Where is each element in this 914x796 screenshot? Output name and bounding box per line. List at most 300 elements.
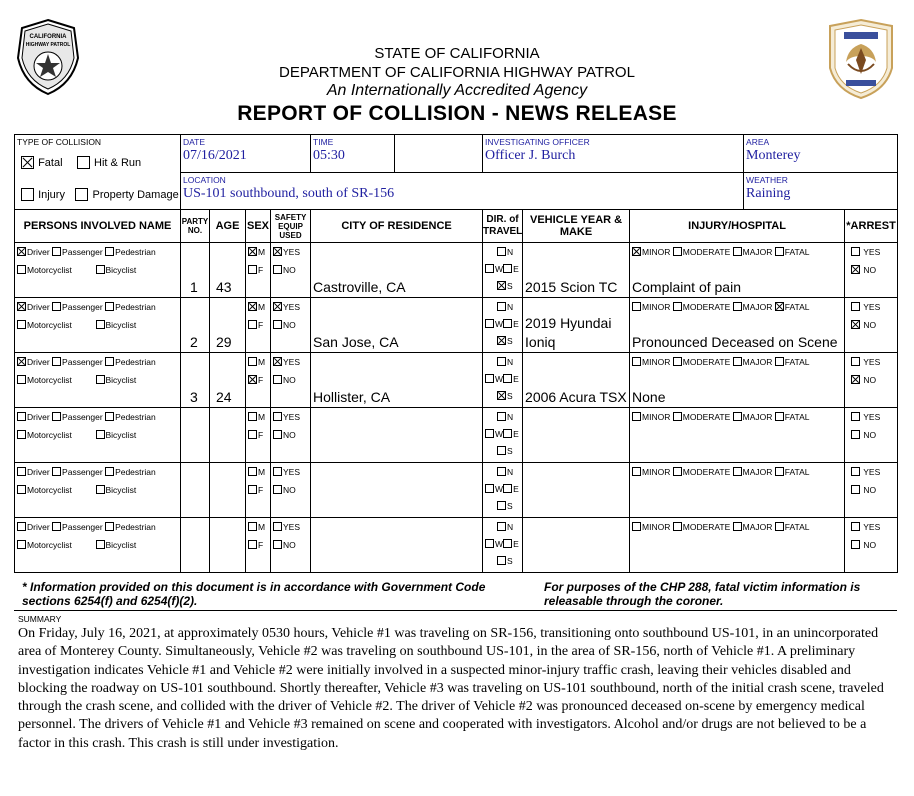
sex-m-label: M <box>258 357 266 367</box>
dir-s-checkbox[interactable] <box>497 501 506 510</box>
arrest-no-checkbox[interactable] <box>851 265 860 274</box>
city-of-residence: Castroville, CA <box>313 279 406 295</box>
time-value: 05:30 <box>313 148 345 163</box>
injury-moderate-label: MODERATE <box>682 522 731 532</box>
sex-m-label: M <box>258 467 266 477</box>
injury-fatal-checkbox[interactable] <box>775 412 784 421</box>
safety-no-checkbox[interactable] <box>273 265 282 274</box>
safety-yes-checkbox[interactable] <box>273 302 282 311</box>
party-number: 1 <box>190 279 198 295</box>
col-city-of-residence: CITY OF RESIDENCE <box>311 210 483 243</box>
arrest-no-label: NO <box>863 265 877 275</box>
safety-no-checkbox[interactable] <box>273 485 282 494</box>
summary-text: On Friday, July 16, 2021, at approximately 0530 hours, Vehicle #1 was traveling on SR-156, transitioning onto southbound US-101, in an unincorporated area of Monterey County. Simultaneously, Vehicle #2 was traveling on southbound US-101, in the area of SR-156, north of Vehicle #1. A preliminary investigation indicates Vehicle #1 and Vehicle #2 were initially involved in a suspected minor-injury traffic crash, leaving their vehicles disabled and blocking the roadway on US-101 southbound. Shortly thereafter, Vehicle #3 was traveling on US-101 southbound, north of the initial crash scene, traveled through the crash scene, and collided with the driver of Vehicle #2. The driver of Vehicle #2 was pronounced deceased on-scene by emergency medical personnel. The drivers of Vehicle #1 and Vehicle #3 remained on scene and cooperated with investigators. Alcohol and/or drugs are not believed to be a factor in this crash. This crash is still under investigation. <box>18 626 884 751</box>
bicyclist-label: Bicyclist <box>105 375 137 385</box>
weather-cell <box>744 173 898 210</box>
injury-minor-checkbox[interactable] <box>632 467 641 476</box>
weather-value: Raining <box>746 186 791 201</box>
arrest-no-checkbox[interactable] <box>851 375 860 384</box>
arrest-no-label: NO <box>863 375 877 385</box>
bicyclist-label: Bicyclist <box>105 485 137 495</box>
driver-label: Driver <box>27 247 50 257</box>
driver-checkbox[interactable] <box>17 467 26 476</box>
sex-f-checkbox[interactable] <box>248 375 257 384</box>
col-dir-of-travel: DIR. of TRAVEL <box>483 210 523 243</box>
sex-m-label: M <box>258 302 266 312</box>
arrest-no-label: NO <box>863 430 877 440</box>
dir-s-label: S <box>507 446 513 456</box>
safety-no-checkbox[interactable] <box>273 320 282 329</box>
passenger-checkbox[interactable] <box>52 412 61 421</box>
safety-no-label: NO <box>283 430 296 440</box>
dir-w-checkbox[interactable] <box>485 264 494 273</box>
dir-s-label: S <box>507 336 513 346</box>
injury-minor-checkbox[interactable] <box>632 247 641 256</box>
injury-major-label: MAJOR <box>742 357 773 367</box>
driver-label: Driver <box>27 412 50 422</box>
arrest-yes-label: YES <box>863 247 881 257</box>
injury-minor-label: MINOR <box>642 522 671 532</box>
dir-e-label: E <box>513 539 519 549</box>
col-safety-equip: SAFETY EQUIP USED <box>271 210 311 243</box>
hit-run-checkbox[interactable] <box>77 156 90 169</box>
dir-s-checkbox[interactable] <box>497 391 506 400</box>
safety-yes-label: YES <box>283 467 301 477</box>
arrest-no-checkbox[interactable] <box>851 430 860 439</box>
injury-minor-checkbox[interactable] <box>632 412 641 421</box>
dir-n-label: N <box>507 522 514 532</box>
safety-no-checkbox[interactable] <box>273 430 282 439</box>
col-age: AGE <box>210 210 246 243</box>
arrest-no-label: NO <box>863 320 877 330</box>
dir-s-checkbox[interactable] <box>497 556 506 565</box>
location-value: US-101 southbound, south of SR-156 <box>183 186 395 201</box>
pedestrian-checkbox[interactable] <box>105 522 114 531</box>
pedestrian-checkbox[interactable] <box>105 467 114 476</box>
party-age: 29 <box>216 334 232 350</box>
party-age: 24 <box>216 389 232 405</box>
safety-no-checkbox[interactable] <box>273 540 282 549</box>
injury-minor-label: MINOR <box>642 412 671 422</box>
party-row-6 <box>15 518 898 573</box>
dir-w-label: W <box>495 429 504 439</box>
arrest-yes-label: YES <box>863 357 881 367</box>
sex-m-label: M <box>258 522 266 532</box>
safety-no-label: NO <box>283 320 296 330</box>
svg-text:HIGHWAY PATROL: HIGHWAY PATROL <box>25 42 71 48</box>
injury-fatal-checkbox[interactable] <box>775 467 784 476</box>
motorcyclist-checkbox[interactable] <box>17 375 26 384</box>
officer-cell <box>483 135 744 173</box>
safety-no-label: NO <box>283 485 296 495</box>
pedestrian-label: Pedestrian <box>115 412 156 422</box>
party-row-4 <box>15 408 898 463</box>
party-row-3 <box>15 353 898 408</box>
injury-moderate-label: MODERATE <box>682 247 731 257</box>
arrest-yes-checkbox[interactable] <box>851 412 860 421</box>
safety-yes-label: YES <box>283 302 301 312</box>
motorcyclist-checkbox[interactable] <box>17 320 26 329</box>
safety-no-label: NO <box>283 375 296 385</box>
sex-f-checkbox[interactable] <box>248 430 257 439</box>
dir-w-checkbox[interactable] <box>485 374 494 383</box>
dir-n-checkbox[interactable] <box>497 357 506 366</box>
injury-minor-checkbox[interactable] <box>632 302 641 311</box>
motorcyclist-label: Motorcyclist <box>27 485 72 495</box>
fatal-checkbox[interactable] <box>21 156 34 169</box>
pedestrian-label: Pedestrian <box>115 247 156 257</box>
injury-fatal-label: FATAL <box>784 467 810 477</box>
arrest-yes-checkbox[interactable] <box>851 302 860 311</box>
party-age: 43 <box>216 279 232 295</box>
injury-major-label: MAJOR <box>742 412 773 422</box>
dir-e-label: E <box>513 374 519 384</box>
dir-w-label: W <box>495 374 504 384</box>
arrest-no-checkbox[interactable] <box>851 320 860 329</box>
bicyclist-label: Bicyclist <box>105 265 137 275</box>
bicyclist-checkbox[interactable] <box>96 430 105 439</box>
sex-m-checkbox[interactable] <box>248 247 257 256</box>
pedestrian-label: Pedestrian <box>115 357 156 367</box>
motorcyclist-checkbox[interactable] <box>17 265 26 274</box>
area-value: Monterey <box>746 148 801 163</box>
dir-w-checkbox[interactable] <box>485 484 494 493</box>
driver-label: Driver <box>27 522 50 532</box>
passenger-label: Passenger <box>62 247 103 257</box>
safety-yes-checkbox[interactable] <box>273 247 282 256</box>
injury-fatal-label: FATAL <box>784 412 810 422</box>
bicyclist-checkbox[interactable] <box>96 375 105 384</box>
injury-minor-label: MINOR <box>642 247 671 257</box>
dir-n-checkbox[interactable] <box>497 522 506 531</box>
dir-n-label: N <box>507 247 514 257</box>
safety-yes-label: YES <box>283 247 301 257</box>
pedestrian-label: Pedestrian <box>115 467 156 477</box>
driver-label: Driver <box>27 357 50 367</box>
sex-f-label: F <box>258 430 264 440</box>
bicyclist-checkbox[interactable] <box>96 485 105 494</box>
arrest-yes-label: YES <box>863 302 881 312</box>
arrest-no-label: NO <box>863 540 877 550</box>
injury-moderate-checkbox[interactable] <box>673 302 682 311</box>
injury-moderate-checkbox[interactable] <box>673 522 682 531</box>
coroner-note: For purposes of the CHP 288, fatal victim information is releasable through the coroner. <box>544 580 861 608</box>
motorcyclist-label: Motorcyclist <box>27 430 72 440</box>
date-label: DATE <box>183 137 206 147</box>
pedestrian-checkbox[interactable] <box>105 357 114 366</box>
pedestrian-checkbox[interactable] <box>105 302 114 311</box>
dir-w-label: W <box>495 484 504 494</box>
dir-n-checkbox[interactable] <box>497 467 506 476</box>
city-of-residence: San Jose, CA <box>313 334 399 350</box>
driver-checkbox[interactable] <box>17 522 26 531</box>
injury-major-checkbox[interactable] <box>733 522 742 531</box>
col-sex: SEX <box>246 210 271 243</box>
arrest-yes-checkbox[interactable] <box>851 357 860 366</box>
summary-divider <box>14 610 897 611</box>
safety-yes-checkbox[interactable] <box>273 522 282 531</box>
dir-n-checkbox[interactable] <box>497 247 506 256</box>
dir-n-checkbox[interactable] <box>497 302 506 311</box>
dir-s-checkbox[interactable] <box>497 336 506 345</box>
sex-m-checkbox[interactable] <box>248 302 257 311</box>
injury-checkbox[interactable] <box>21 188 34 201</box>
injury-hospital-value: None <box>632 389 666 405</box>
dir-w-label: W <box>495 264 504 274</box>
injury-major-checkbox[interactable] <box>733 467 742 476</box>
sex-f-label: F <box>258 540 264 550</box>
injury-moderate-label: MODERATE <box>682 302 731 312</box>
col-arrest: *ARREST <box>845 210 898 243</box>
party-number: 2 <box>190 334 198 350</box>
safety-no-label: NO <box>283 265 296 275</box>
dir-e-checkbox[interactable] <box>503 374 512 383</box>
sex-f-label: F <box>258 375 264 385</box>
motorcyclist-label: Motorcyclist <box>27 265 72 275</box>
injury-major-checkbox[interactable] <box>733 357 742 366</box>
sex-f-label: F <box>258 265 264 275</box>
arrest-no-label: NO <box>863 485 877 495</box>
summary-label: SUMMARY <box>18 614 62 624</box>
dir-n-checkbox[interactable] <box>497 412 506 421</box>
area-label: AREA <box>746 137 770 147</box>
passenger-checkbox[interactable] <box>52 302 61 311</box>
dir-e-label: E <box>513 484 519 494</box>
driver-checkbox[interactable] <box>17 412 26 421</box>
pedestrian-label: Pedestrian <box>115 302 156 312</box>
injury-major-checkbox[interactable] <box>733 412 742 421</box>
injury-major-label: MAJOR <box>742 302 773 312</box>
arrest-yes-label: YES <box>863 522 881 532</box>
arrest-no-checkbox[interactable] <box>851 540 860 549</box>
bicyclist-checkbox[interactable] <box>96 540 105 549</box>
injury-label: Injury <box>38 189 65 201</box>
col-party-no: PARTY NO. <box>181 210 210 243</box>
injury-moderate-checkbox[interactable] <box>673 412 682 421</box>
injury-major-label: MAJOR <box>742 522 773 532</box>
injury-minor-checkbox[interactable] <box>632 522 641 531</box>
dir-n-label: N <box>507 302 514 312</box>
location-cell <box>181 173 744 210</box>
injury-fatal-label: FATAL <box>784 522 810 532</box>
hit-run-label: Hit & Run <box>94 157 142 169</box>
safety-yes-label: YES <box>283 522 301 532</box>
motorcyclist-checkbox[interactable] <box>17 540 26 549</box>
dir-w-label: W <box>495 539 504 549</box>
arrest-no-checkbox[interactable] <box>851 485 860 494</box>
injury-moderate-checkbox[interactable] <box>673 247 682 256</box>
injury-moderate-checkbox[interactable] <box>673 357 682 366</box>
fatal-label: Fatal <box>38 157 63 169</box>
injury-moderate-label: MODERATE <box>682 412 731 422</box>
date-value: 07/16/2021 <box>183 148 247 163</box>
bicyclist-label: Bicyclist <box>105 540 137 550</box>
sex-f-checkbox[interactable] <box>248 540 257 549</box>
weather-label: WEATHER <box>746 175 788 185</box>
sex-m-label: M <box>258 412 266 422</box>
safety-yes-checkbox[interactable] <box>273 357 282 366</box>
driver-checkbox[interactable] <box>17 247 26 256</box>
safety-yes-label: YES <box>283 357 301 367</box>
dir-e-label: E <box>513 429 519 439</box>
sex-f-label: F <box>258 320 264 330</box>
dir-n-label: N <box>507 467 514 477</box>
sex-m-checkbox[interactable] <box>248 357 257 366</box>
passenger-label: Passenger <box>62 412 103 422</box>
type-of-collision-cell <box>15 135 181 210</box>
passenger-label: Passenger <box>62 467 103 477</box>
property-damage-checkbox[interactable] <box>75 188 88 201</box>
report-info-row <box>15 135 898 173</box>
bicyclist-checkbox[interactable] <box>96 265 105 274</box>
header-department: DEPARTMENT OF CALIFORNIA HIGHWAY PATROL <box>279 64 635 81</box>
safety-no-checkbox[interactable] <box>273 375 282 384</box>
dir-e-checkbox[interactable] <box>503 319 512 328</box>
vehicle-year-make: 2019 Hyundai Ioniq <box>525 315 612 350</box>
injury-fatal-label: FATAL <box>784 357 810 367</box>
property-damage-label: Property Damage <box>92 189 179 201</box>
party-row-5 <box>15 463 898 518</box>
pedestrian-checkbox[interactable] <box>105 412 114 421</box>
time-label: TIME <box>313 137 334 147</box>
injury-major-label: MAJOR <box>742 247 773 257</box>
bicyclist-label: Bicyclist <box>105 430 137 440</box>
sex-m-checkbox[interactable] <box>248 522 257 531</box>
safety-yes-checkbox[interactable] <box>273 412 282 421</box>
injury-major-checkbox[interactable] <box>733 247 742 256</box>
motorcyclist-label: Motorcyclist <box>27 375 72 385</box>
officer-label: INVESTIGATING OFFICER <box>485 137 590 147</box>
report-title: REPORT OF COLLISION - NEWS RELEASE <box>237 102 677 125</box>
time-cell <box>311 135 483 173</box>
column-header-row <box>15 210 898 243</box>
dir-e-label: E <box>513 319 519 329</box>
injury-minor-label: MINOR <box>642 467 671 477</box>
col-vehicle: VEHICLE YEAR & MAKE <box>523 210 630 243</box>
dir-w-checkbox[interactable] <box>485 539 494 548</box>
driver-checkbox[interactable] <box>17 357 26 366</box>
dir-e-checkbox[interactable] <box>503 429 512 438</box>
driver-label: Driver <box>27 467 50 477</box>
injury-fatal-label: FATAL <box>784 247 810 257</box>
dir-s-checkbox[interactable] <box>497 281 506 290</box>
city-of-residence: Hollister, CA <box>313 389 391 405</box>
arrest-yes-label: YES <box>863 412 881 422</box>
injury-major-label: MAJOR <box>742 467 773 477</box>
dir-s-checkbox[interactable] <box>497 446 506 455</box>
pedestrian-label: Pedestrian <box>115 522 156 532</box>
injury-moderate-label: MODERATE <box>682 467 731 477</box>
injury-moderate-checkbox[interactable] <box>673 467 682 476</box>
injury-minor-label: MINOR <box>642 357 671 367</box>
bicyclist-checkbox[interactable] <box>96 320 105 329</box>
motorcyclist-label: Motorcyclist <box>27 320 72 330</box>
dir-w-label: W <box>495 319 504 329</box>
injury-fatal-checkbox[interactable] <box>775 302 784 311</box>
arrest-yes-label: YES <box>863 467 881 477</box>
dir-w-checkbox[interactable] <box>485 429 494 438</box>
location-label: LOCATION <box>183 175 226 185</box>
injury-fatal-checkbox[interactable] <box>775 522 784 531</box>
col-injury-hospital: INJURY/HOSPITAL <box>630 210 845 243</box>
driver-label: Driver <box>27 302 50 312</box>
sex-m-checkbox[interactable] <box>248 412 257 421</box>
pedestrian-checkbox[interactable] <box>105 247 114 256</box>
passenger-checkbox[interactable] <box>52 247 61 256</box>
sex-m-label: M <box>258 247 266 257</box>
injury-major-checkbox[interactable] <box>733 302 742 311</box>
type-of-collision-label: TYPE OF COLLISION <box>17 137 102 147</box>
dir-n-label: N <box>507 357 514 367</box>
svg-text:CALIFORNIA: CALIFORNIA <box>29 34 67 40</box>
passenger-label: Passenger <box>62 357 103 367</box>
date-cell <box>181 135 311 173</box>
passenger-checkbox[interactable] <box>52 522 61 531</box>
arrest-yes-checkbox[interactable] <box>851 467 860 476</box>
passenger-checkbox[interactable] <box>52 467 61 476</box>
area-cell <box>744 135 898 173</box>
safety-yes-label: YES <box>283 412 301 422</box>
dir-e-checkbox[interactable] <box>503 264 512 273</box>
col-persons-involved: PERSONS INVOLVED NAME <box>15 210 181 243</box>
dir-e-checkbox[interactable] <box>503 484 512 493</box>
injury-minor-label: MINOR <box>642 302 671 312</box>
driver-checkbox[interactable] <box>17 302 26 311</box>
passenger-label: Passenger <box>62 302 103 312</box>
party-row-2 <box>15 298 898 353</box>
sex-f-label: F <box>258 485 264 495</box>
dir-s-label: S <box>507 281 513 291</box>
arrest-yes-checkbox[interactable] <box>851 247 860 256</box>
header-accredited: An Internationally Accredited Agency <box>326 82 588 99</box>
government-code-note: * Information provided on this document is in accordance with Government Code sections 6254(f) and 6254(f)(2). <box>22 580 486 608</box>
dir-e-checkbox[interactable] <box>503 539 512 548</box>
party-number: 3 <box>190 389 198 405</box>
bicyclist-label: Bicyclist <box>105 320 137 330</box>
vehicle-year-make: 2015 Scion TC <box>525 279 618 295</box>
motorcyclist-label: Motorcyclist <box>27 540 72 550</box>
dir-e-label: E <box>513 264 519 274</box>
injury-hospital-value: Pronounced Deceased on Scene <box>632 334 838 350</box>
sex-f-checkbox[interactable] <box>248 265 257 274</box>
sex-m-checkbox[interactable] <box>248 467 257 476</box>
header-state: STATE OF CALIFORNIA <box>374 45 540 62</box>
safety-yes-checkbox[interactable] <box>273 467 282 476</box>
dir-n-label: N <box>507 412 514 422</box>
arrest-yes-checkbox[interactable] <box>851 522 860 531</box>
passenger-label: Passenger <box>62 522 103 532</box>
injury-minor-checkbox[interactable] <box>632 357 641 366</box>
dir-s-label: S <box>507 501 513 511</box>
safety-no-label: NO <box>283 540 296 550</box>
officer-value: Officer J. Burch <box>485 148 576 163</box>
sex-f-checkbox[interactable] <box>248 485 257 494</box>
injury-fatal-label: FATAL <box>784 302 810 312</box>
injury-fatal-checkbox[interactable] <box>775 357 784 366</box>
vehicle-year-make: 2006 Acura TSX <box>525 389 627 405</box>
party-row-1 <box>15 243 898 298</box>
motorcyclist-checkbox[interactable] <box>17 485 26 494</box>
injury-fatal-checkbox[interactable] <box>775 247 784 256</box>
passenger-checkbox[interactable] <box>52 357 61 366</box>
motorcyclist-checkbox[interactable] <box>17 430 26 439</box>
collision-report-table <box>14 134 898 573</box>
injury-hospital-value: Complaint of pain <box>632 279 741 295</box>
injury-moderate-label: MODERATE <box>682 357 731 367</box>
dir-w-checkbox[interactable] <box>485 319 494 328</box>
sex-f-checkbox[interactable] <box>248 320 257 329</box>
dir-s-label: S <box>507 391 513 401</box>
